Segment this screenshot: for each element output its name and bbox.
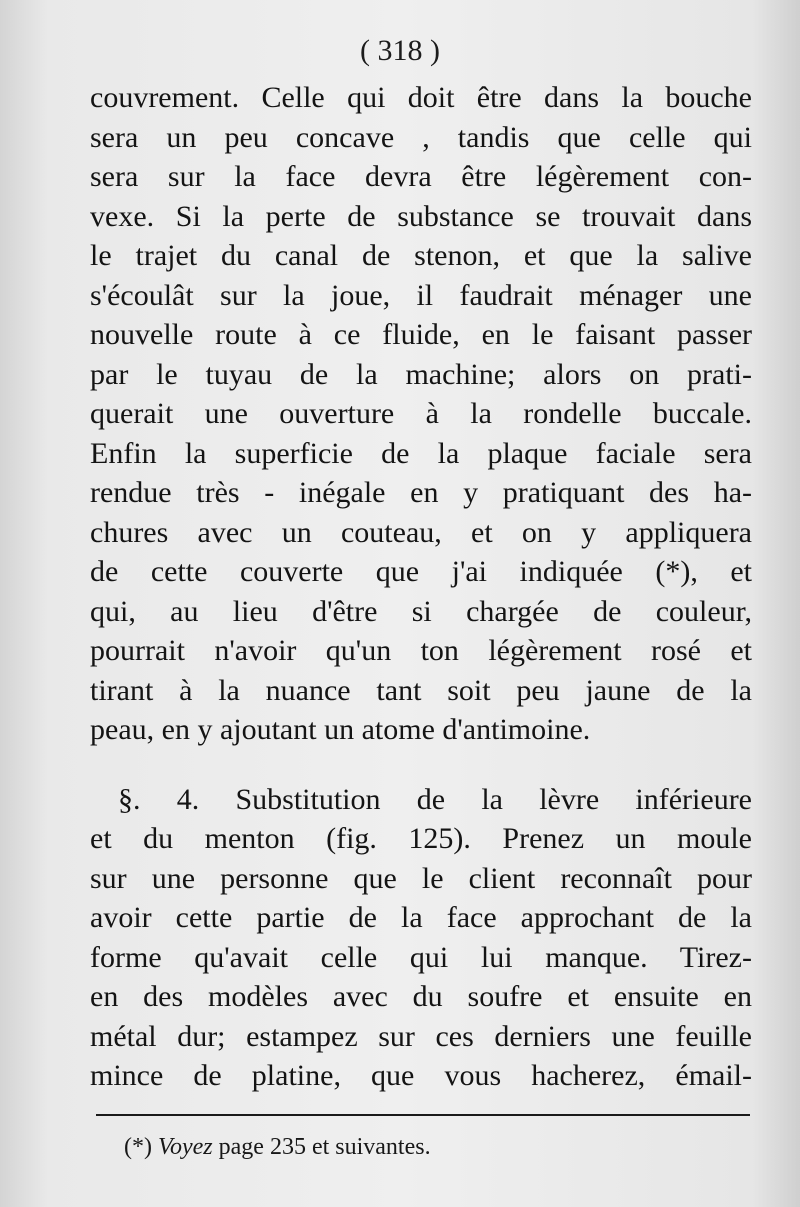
text-line: forme qu'avait celle qui lui manque. Tirez- <box>90 940 752 974</box>
text-line: mince de platine, que vous hacherez, émail- <box>90 1059 752 1092</box>
text-line: Enfin la superficie de la plaque faciale sera <box>90 436 752 470</box>
text-line: pourrait n'avoir qu'un ton légèrement rosé et <box>90 634 752 667</box>
paragraph-2 <box>90 780 752 1096</box>
footnote-marker: (*) <box>124 1134 152 1160</box>
text-line: rendue très - inégale en y pratiquant des ha- <box>90 476 752 509</box>
text-line: sera un peu concave , tandis que celle qui <box>90 120 752 154</box>
text-line: qui, au lieu d'être si chargée de couleur, <box>90 594 752 628</box>
text-line: nouvelle route à ce fluide, en le faisant passer <box>90 318 752 351</box>
text-line: sera sur la face devra être légèrement con- <box>90 160 752 193</box>
footnote <box>124 1134 431 1161</box>
text-line: et du menton (fig. 125). Prenez un moule <box>90 822 752 855</box>
paragraph-gap <box>90 750 752 780</box>
body-text <box>90 78 752 1096</box>
text-line: métal dur; estampez sur ces derniers une feuille <box>90 1019 752 1053</box>
text-line: avoir cette partie de la face approchant de la <box>90 901 752 934</box>
text-line: par le tuyau de la machine; alors on prati- <box>90 357 752 391</box>
text-line: tirant à la nuance tant soit peu jaune de la <box>90 673 752 707</box>
text-line: le trajet du canal de stenon, et que la salive <box>90 239 752 272</box>
section-heading-line: §. 4. Substitution de la lèvre inférieure <box>118 782 752 816</box>
page-number: ( 318 ) <box>360 34 440 67</box>
footnote-text: page 235 et suivantes. <box>218 1134 431 1160</box>
text-line: s'écoulât sur la joue, il faudrait ménager une <box>90 278 752 312</box>
paragraph-1 <box>90 78 752 750</box>
text-line: sur une personne que le client reconnaît pour <box>90 861 752 895</box>
footnote-rule <box>96 1114 750 1116</box>
text-line: couvrement. Celle qui doit être dans la bouche <box>90 81 752 114</box>
text-line: chures avec un couteau, et on y appliquera <box>90 515 752 549</box>
footnote-italic: Voyez <box>157 1134 213 1160</box>
text-line: de cette couverte que j'ai indiquée (*), et <box>90 555 752 588</box>
text-line: querait une ouverture à la rondelle buccale. <box>90 397 752 430</box>
text-line: peau, en y ajoutant un atome d'antimoine. <box>90 713 591 746</box>
text-line: vexe. Si la perte de substance se trouvait dans <box>90 199 752 233</box>
text-line: en des modèles avec du soufre et ensuite en <box>90 980 752 1013</box>
